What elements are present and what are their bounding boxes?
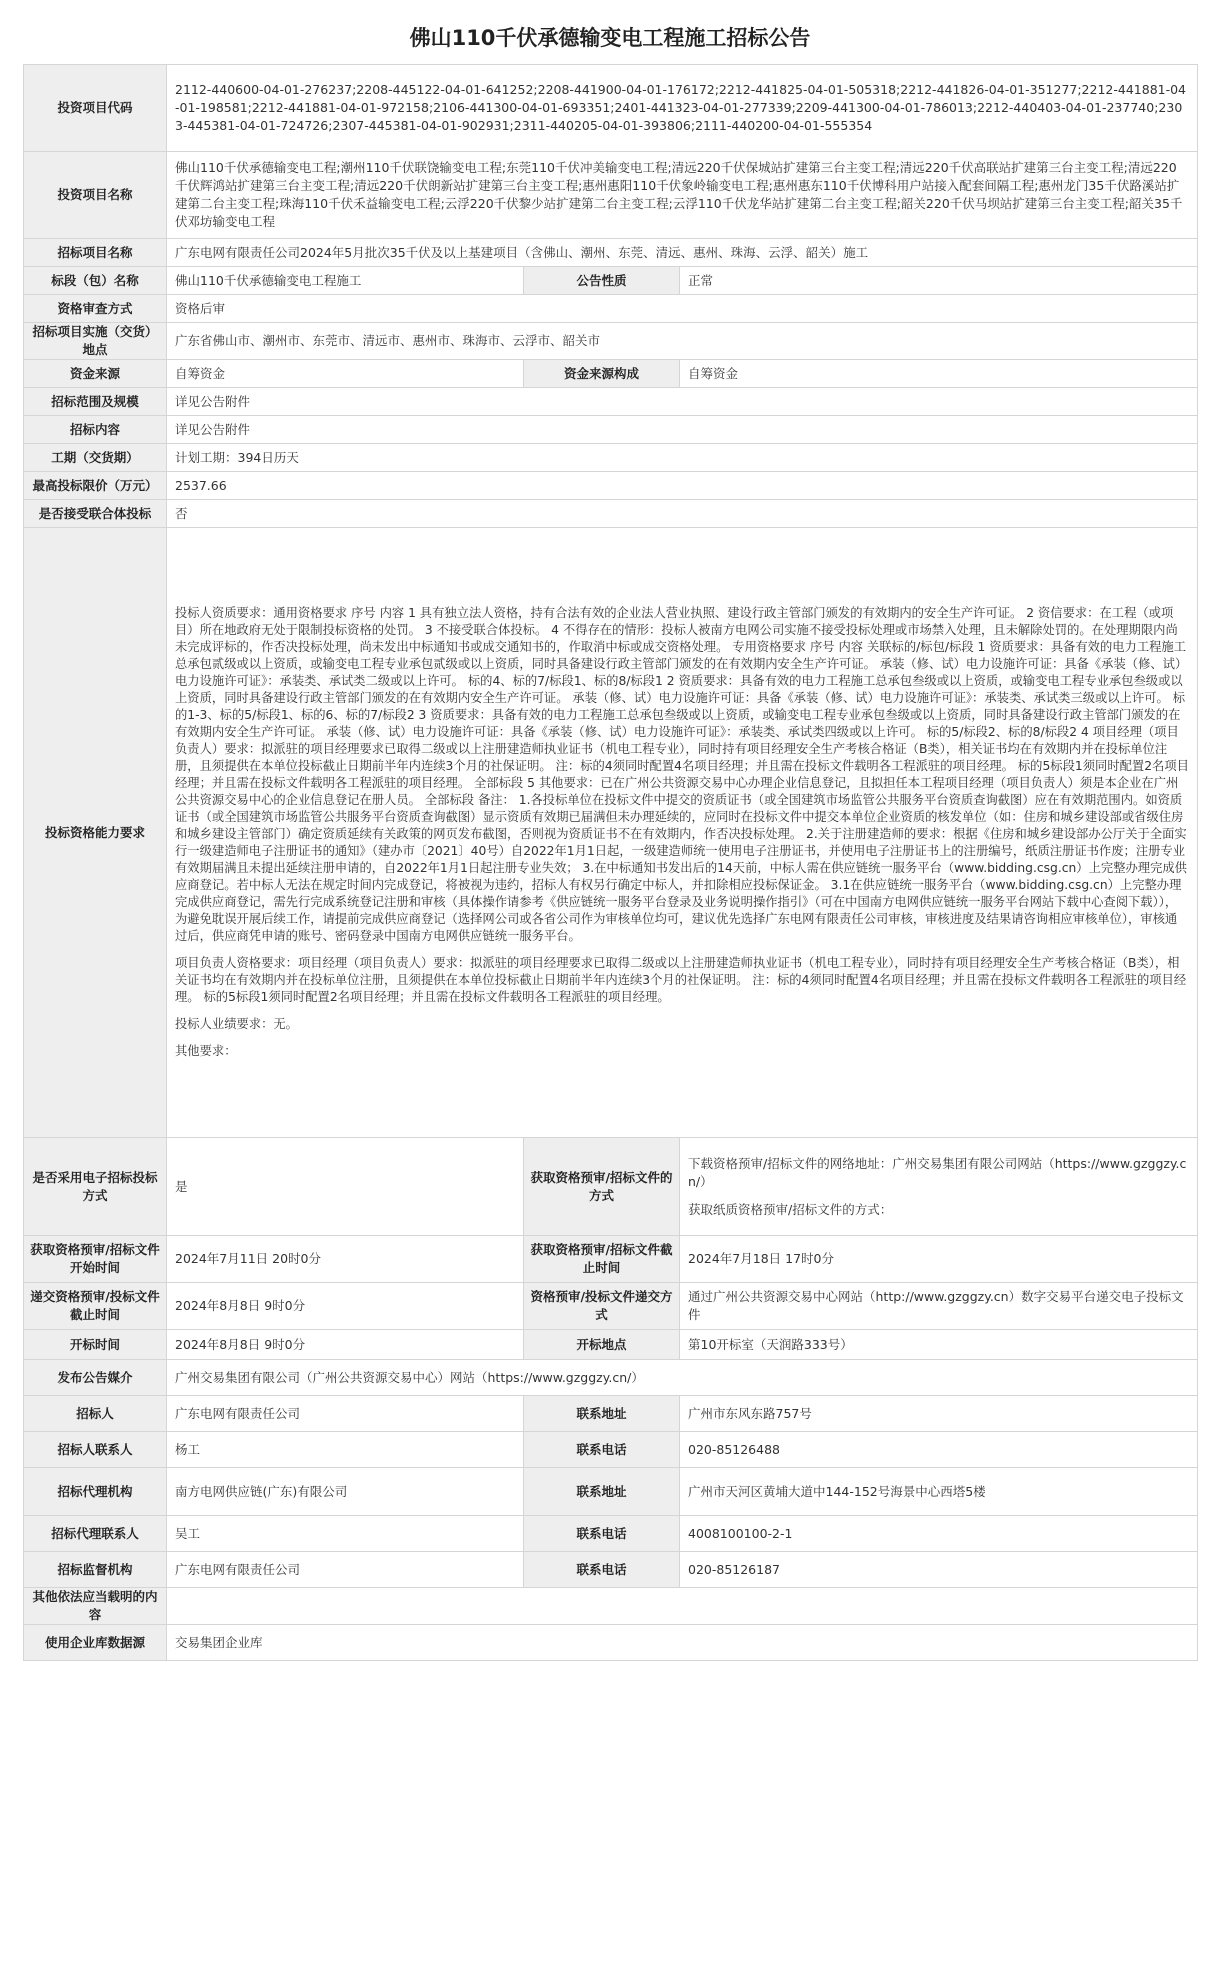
row-supervisor	[24, 1552, 1198, 1588]
value-submit-deadline: 2024年8月8日 9时0分	[167, 1283, 524, 1330]
row-database	[24, 1625, 1198, 1661]
value-obtain-start: 2024年7月11日 20时0分	[167, 1236, 524, 1283]
row-agency-contact	[24, 1516, 1198, 1552]
label-location: 招标项目实施（交货）地点	[24, 323, 167, 360]
value-other	[167, 1588, 1198, 1625]
qualification-performance-requirements: 投标人业绩要求：无。	[175, 1017, 298, 1031]
label-period: 工期（交货期）	[24, 444, 167, 472]
row-tender-project-name	[24, 239, 1198, 267]
value-tender-project-name: 广东电网有限责任公司2024年5月批次35千伏及以上基建项目（含佛山、潮州、东莞、清远、惠州、珠海、云浮、韶关）施工	[167, 239, 1198, 267]
label-qualification: 投标资格能力要求	[24, 528, 167, 1138]
row-scope	[24, 388, 1198, 416]
qualification-manager-requirements: 项目负责人资格要求：项目经理（项目负责人）要求：拟派驻的项目经理要求已取得二级或以上注册建造师执业证书（机电工程专业），同时持有项目经理安全生产考核合格证（B类），相关证书均在有效期内并在投标单位注册，且须提供在本单位投标截止日期前半年内连续3个月的社保证明。 注：标的4须同时配置4名项目经理；并且需在投标文件载明各工程派驻的项目经理。 标的5标段1须同时配置2名项目经理；并且需在投标文件载明各工程派驻的项目经理。	[175, 956, 1187, 1004]
value-project-name: 佛山110千伏承德输变电工程;潮州110千伏联饶输变电工程;东莞110千伏冲美输变电工程;清远220千伏保城站扩建第三台主变工程;清远220千伏高联站扩建第三台主变工程;清远220千伏辉鸿站扩建第三台主变工程;清远220千伏朗新站扩建第三台主变工程;惠州惠阳110千伏象岭输变电工程;惠州惠东110千伏博科用户站接入配套间隔工程;惠州龙门35千伏路溪站扩建第二台主变工程;珠海110千伏禾益输变电工程;云浮220千伏黎少站扩建第二台主变工程;云浮110千伏龙华站扩建第二台主变工程;韶关220千伏马坝站扩建第三台主变工程;韶关35千伏邓坊输变电工程	[167, 152, 1198, 239]
label-section-name: 标段（包）名称	[24, 267, 167, 295]
value-content: 详见公告附件	[167, 416, 1198, 444]
label-supervisor-phone: 联系电话	[524, 1552, 680, 1588]
row-other	[24, 1588, 1198, 1625]
value-database: 交易集团企业库	[167, 1625, 1198, 1661]
label-fund-composition: 资金来源构成	[524, 360, 680, 388]
label-tenderer-address: 联系地址	[524, 1396, 680, 1432]
row-fund	[24, 360, 1198, 388]
value-obtain-end: 2024年7月18日 17时0分	[680, 1236, 1198, 1283]
value-project-code: 2112-440600-04-01-276237;2208-445122-04-01-641252;2208-441900-04-01-176172;2212-441825-04-01-505318;2212-441826-04-01-351277;2212-441881-04-01-198581;2212-441881-04-01-972158;2106-441300-04-01-693351;2401-441323-04-01-277339;2209-441300-04-01-786013;2212-440403-04-01-237740;2303-445381-04-01-724726;2307-445381-04-01-902931;2311-440205-04-01-393806;2111-440200-04-01-555354	[167, 65, 1198, 152]
row-agency	[24, 1468, 1198, 1516]
label-submit-method: 资格预审/投标文件递交方式	[524, 1283, 680, 1330]
value-tenderer: 广东电网有限责任公司	[167, 1396, 524, 1432]
row-review-method	[24, 295, 1198, 323]
row-location	[24, 323, 1198, 360]
row-period	[24, 444, 1198, 472]
label-agency: 招标代理机构	[24, 1468, 167, 1516]
row-submit	[24, 1283, 1198, 1330]
label-database: 使用企业库数据源	[24, 1625, 167, 1661]
row-qualification	[24, 528, 1198, 1138]
row-media	[24, 1360, 1198, 1396]
label-agency-contact: 招标代理联系人	[24, 1516, 167, 1552]
value-tenderer-phone: 020-85126488	[680, 1432, 1198, 1468]
row-tenderer-contact	[24, 1432, 1198, 1468]
qualification-bidder-requirements: 投标人资质要求：通用资格要求 序号 内容 1 具有独立法人资格，持有合法有效的企业法人营业执照、建设行政主管部门颁发的有效期内的安全生产许可证。 2 资信要求：在工程（或项目）所在地政府无处于限制投标资格的处罚。 3 不接受联合体投标。 4 不得存在的情形：投标人被南方电网公司实施不接受投标处理或市场禁入处理，且未解除处罚的。在处理期限内尚未完成评标的，作否决投标处理，尚未发出中标通知书或成交通知书的，作取消中标或成交资格处理。 专用资格要求 序号 内容 关联标的/标包/标段 1 资质要求：具备有效的电力工程施工总承包贰级或以上资质，或输变电工程专业承包贰级或以上资质，同时具备建设行政主管部门颁发的在有效期内安全生产许可证。 承装（修、试）电力设施许可证：具备《承装（修、试）电力设施许可证》：承装类、承试类二级或以上许可。 标的4、标的7/标段1、标的8/标段1 2 资质要求：具备有效的电力工程施工总承包叁级或以上资质，或输变电工程专业承包叁级或以上资质，同时具备建设行政主管部门颁发的在有效期内安全生产许可证。 承装（修、试）电力设施许可证：具备《承装（修、试）电力设施许可证》：承装类、承试类三级或以上许可。 标的1-3、标的5/标段1、标的6、标的7/标段2 3 资质要求：具备有效的电力工程施工总承包叁级或以上资质，或输变电工程专业承包叁级或以上资质，同时具备建设行政主管部门颁发的在有效期内安全生产许可证。 承装（修、试）电力设施许可证：具备《承装（修、试）电力设施许可证》：承装类、承试类四级或以上许可。 标的5/标段2、标的8/标段2 4 项目经理（项目负责人）要求：拟派驻的项目经理要求已取得二级或以上注册建造师执业证书（机电工程专业），同时持有项目经理安全生产考核合格证（B类），相关证书均在有效期内并在投标单位注册，且须提供在本单位投标截止日期前半年内连续3个月的社保证明。 注：标的4须同时配置4名项目经理；并且需在投标文件载明各工程派驻的项目经理。 标的5标段1须同时配置2名项目经理；并且需在投标文件载明各工程派驻的项目经理。 全部标段 5 其他要求：已在广州公共资源交易中心办理企业信息登记，且拟担任本工程项目经理（项目负责人）须是本企业在广州公共资源交易中心的企业信息登记在册人员。 全部标段 备注： 1.各投标单位在投标文件中提交的资质证书（或全国建筑市场监管公共服务平台资质查询截图）应在有效期范围内。如资质证书（或全国建筑市场监管公共服务平台资质查询截图）显示资质有效期已届满但未办理延续的，应同时在投标文件中提交本单位企业资质的核发单位（如：住房和城乡建设部或省级住房和城乡建设主管部门）确定资质延续有关政策的网页发布截图，否则视为资质证书不在有效期内，作否决投标处理。 2.关于注册建造师的要求：根据《住房和城乡建设部办公厅关于全面实行一级建造师电子注册证书的通知》（建办市〔2021〕40号）自2022年1月1日起，一级建造师统一使用电子注册证书，并使用电子注册证书上的注册编号，纸质注册证书作废；注册专业有效期届满且未提出延续注册申请的，自2022年1月1日起注册专业失效； 3.在中标通知书发出后的14天前，中标人需在供应链统一服务平台（www.bidding.csg.cn）上完整办理完成供应商登记。若中标人无法在规定时间内完成登记，将被视为违约，招标人有权另行确定中标人，并扣除相应投标保证金。 3.1在供应链统一服务平台（www.bidding.csg.cn）上完整办理完成供应商登记，需先行完成系统登记注册和审核（具体操作请参考《供应链统一服务平台登录及业务说明操作指引》（可在中国南方电网供应链统一服务平台网站下载中心查阅下载）），为避免耽误开展后续工作，请提前完成供应商登记（选择网公司或各省公司作为审核单位均可，建议优先选择广东电网有限责任公司审核，审核进度及结果请咨询相应审核单位），审核通过后，供应商凭申请的账号、密码登录中国南方电网供应链统一服务平台。	[175, 606, 1189, 943]
label-max-price: 最高投标限价（万元）	[24, 472, 167, 500]
value-tenderer-contact: 杨工	[167, 1432, 524, 1468]
value-scope: 详见公告附件	[167, 388, 1198, 416]
label-scope: 招标范围及规模	[24, 388, 167, 416]
value-review-method: 资格后审	[167, 295, 1198, 323]
value-max-price: 2537.66	[167, 472, 1198, 500]
value-obtain-method	[680, 1138, 1198, 1236]
value-opening-place: 第10开标室（天润路333号）	[680, 1330, 1198, 1360]
value-consortium: 否	[167, 500, 1198, 528]
value-tenderer-address: 广州市东风东路757号	[680, 1396, 1198, 1432]
obtain-method-paper: 获取纸质资格预审/招标文件的方式：	[688, 1201, 893, 1217]
label-other: 其他依法应当载明的内容	[24, 1588, 167, 1625]
row-electronic	[24, 1138, 1198, 1236]
value-opening-time: 2024年8月8日 9时0分	[167, 1330, 524, 1360]
label-opening-time: 开标时间	[24, 1330, 167, 1360]
row-section	[24, 267, 1198, 295]
value-media: 广州交易集团有限公司（广州公共资源交易中心）网站（https://www.gzggzy.cn/）	[167, 1360, 1198, 1396]
row-project-code	[24, 65, 1198, 152]
label-content: 招标内容	[24, 416, 167, 444]
label-supervisor: 招标监督机构	[24, 1552, 167, 1588]
label-tenderer: 招标人	[24, 1396, 167, 1432]
value-agency-phone: 4008100100-2-1	[680, 1516, 1198, 1552]
row-opening	[24, 1330, 1198, 1360]
value-supervisor: 广东电网有限责任公司	[167, 1552, 524, 1588]
value-electronic: 是	[167, 1138, 524, 1236]
value-section-name: 佛山110千伏承德输变电工程施工	[167, 267, 524, 295]
value-period: 计划工期：394日历天	[167, 444, 1198, 472]
notice-page	[23, 10, 1197, 1661]
value-fund-source: 自筹资金	[167, 360, 524, 388]
label-submit-deadline: 递交资格预审/投标文件截止时间	[24, 1283, 167, 1330]
label-obtain-method: 获取资格预审/招标文件的方式	[524, 1138, 680, 1236]
label-notice-nature: 公告性质	[524, 267, 680, 295]
page-title: 佛山110千伏承德输变电工程施工招标公告	[409, 26, 811, 50]
label-review-method: 资格审查方式	[24, 295, 167, 323]
label-media: 发布公告媒介	[24, 1360, 167, 1396]
notice-table	[23, 64, 1198, 1661]
value-agency: 南方电网供应链(广东)有限公司	[167, 1468, 524, 1516]
label-consortium: 是否接受联合体投标	[24, 500, 167, 528]
label-agency-phone: 联系电话	[524, 1516, 680, 1552]
label-tenderer-contact: 招标人联系人	[24, 1432, 167, 1468]
row-content	[24, 416, 1198, 444]
qualification-other-requirements: 其他要求：	[175, 1044, 237, 1058]
obtain-method-online: 下载资格预审/招标文件的网络地址：广州交易集团有限公司网站（https://www.gzggzy.cn/）	[688, 1155, 1187, 1189]
value-supervisor-phone: 020-85126187	[680, 1552, 1198, 1588]
label-opening-place: 开标地点	[524, 1330, 680, 1360]
label-tenderer-phone: 联系电话	[524, 1432, 680, 1468]
value-submit-method: 通过广州公共资源交易中心网站（http://www.gzggzy.cn）数字交易平台递交电子投标文件	[680, 1283, 1198, 1330]
label-tender-project-name: 招标项目名称	[24, 239, 167, 267]
row-project-name	[24, 152, 1198, 239]
value-fund-composition: 自筹资金	[680, 360, 1198, 388]
label-agency-address: 联系地址	[524, 1468, 680, 1516]
row-consortium	[24, 500, 1198, 528]
row-obtain-time	[24, 1236, 1198, 1283]
row-tenderer	[24, 1396, 1198, 1432]
label-obtain-end: 获取资格预审/招标文件截止时间	[524, 1236, 680, 1283]
label-fund-source: 资金来源	[24, 360, 167, 388]
row-max-price	[24, 472, 1198, 500]
label-obtain-start: 获取资格预审/招标文件开始时间	[24, 1236, 167, 1283]
value-location: 广东省佛山市、潮州市、东莞市、清远市、惠州市、珠海市、云浮市、韶关市	[167, 323, 1198, 360]
label-project-name: 投资项目名称	[24, 152, 167, 239]
value-agency-address: 广州市天河区黄埔大道中144-152号海景中心西塔5楼	[680, 1468, 1198, 1516]
label-project-code: 投资项目代码	[24, 65, 167, 152]
value-agency-contact: 吴工	[167, 1516, 524, 1552]
value-qualification	[167, 528, 1198, 1138]
value-notice-nature: 正常	[680, 267, 1198, 295]
label-electronic: 是否采用电子招标投标方式	[24, 1138, 167, 1236]
